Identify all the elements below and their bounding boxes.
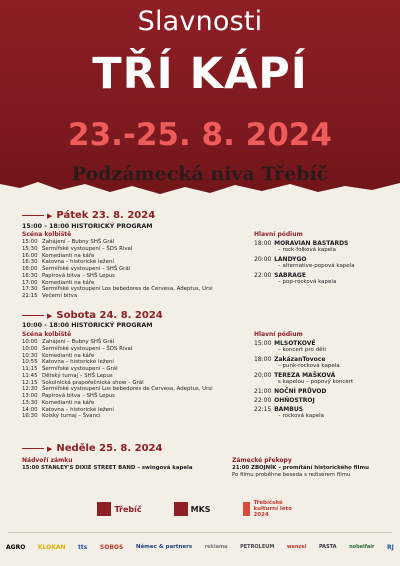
logo-mks: MKS [174, 502, 211, 516]
list-item: 16:30 Katovna – historické ležení [22, 259, 114, 266]
sponsor: KLOKAN [37, 543, 66, 551]
right-title-sunday: Zámecké překopy [232, 457, 292, 464]
band-desc: s kapelou – popový koncert [278, 379, 354, 385]
arrow-icon: ▶ [47, 444, 53, 453]
left-list-friday [22, 239, 213, 300]
left-title-friday: Scéna kolbiště [22, 231, 72, 238]
list-item: 10:00 Zahájení – Bubny SHŠ Grál [22, 339, 115, 345]
sponsor: RJ [387, 543, 394, 551]
header-title: TŘÍ KÁPÍ [92, 49, 308, 99]
sponsor: PETROLEUM [240, 544, 275, 550]
band-row: 22:00 OHŇOSTROJ [254, 397, 315, 404]
day-label-friday: ▶ Pátek 23. 8. 2024 [22, 210, 155, 221]
divider [8, 532, 392, 533]
sponsor: wenzel [286, 544, 307, 550]
list-item: 17:00 Komedianti na káře [22, 279, 95, 286]
sponsor: Němec & partners [135, 544, 193, 550]
list-item: 12:30 Šermířské vystoupení Los bebedores de Cervesa, Adeptus, Ursi [22, 386, 213, 393]
band-desc: – koncert pro děti [278, 347, 327, 353]
band-row: 18:00 ZakázanTovoce [254, 356, 326, 363]
header-dates: 23.-25. 8. 2024 [68, 117, 332, 153]
program-saturday: 10:00 - 18:00 HISTORICKÝ PROGRAM [22, 322, 153, 329]
sponsor: nobelfair [349, 544, 375, 550]
band-row: 21:00 NOČNÍ PRŮVOD [254, 388, 327, 395]
list-item: 15:30 Šermířské vystoupení – ŠDS Rival [22, 245, 133, 252]
logos-bar [0, 494, 400, 524]
left-list-saturday [22, 339, 213, 420]
right-list-friday [254, 240, 355, 288]
sunday-right-line1: 21:00 ZBOJNÍK – promítání historického filmu [232, 465, 369, 471]
list-item: 12:15 Sokolnická prapořečnická show – Grál [22, 379, 144, 386]
right-title-saturday: Hlavní pódium [254, 331, 303, 338]
logo-trebic: Třebíč [97, 502, 141, 516]
header-place: Podzámecká niva Třebíč [71, 163, 329, 185]
list-item: 16:00 Komedianti na káře [22, 252, 95, 259]
band-desc: – rocková kapela [278, 413, 324, 419]
list-item: 14:00 Katovna – historické ležení [22, 406, 114, 413]
left-title-sunday: Nádvoří zámku [22, 457, 73, 464]
band-row: 20:00 TEREZA MAŠKOVÁ [254, 372, 336, 379]
arrow-icon: ▶ [47, 311, 53, 320]
sunday-right-line2: Po filmu proběhne beseda s režisérem filmu [232, 472, 351, 478]
program-friday: 15:00 - 18:00 HISTORICKÝ PROGRAM [22, 223, 153, 230]
band-desc: – pop-rocková kapela [278, 279, 337, 285]
sunday-left-line: 15:00 STANLEY'S DIXIE STREET BAND – swingová kapela [22, 465, 193, 471]
list-item: 16:00 Šermířské vystoupení – SHŠ Grál [22, 266, 131, 272]
day-label-saturday: ▶ Sobota 24. 8. 2024 [22, 310, 163, 321]
sponsor: reklama [204, 544, 228, 550]
sponsor: AGRO [6, 543, 26, 551]
list-item: 11:45 Dětský turnaj – SHŠ Lepus [22, 372, 113, 379]
sponsor: PASTA [318, 544, 337, 550]
right-title-friday: Hlavní pódium [254, 231, 303, 238]
list-item: 16:30 Kolský turnaj – Švanci [22, 413, 101, 420]
band-desc: – alternative-popová kapela [278, 263, 355, 269]
logo-kulturni-leto: Třebíčské kulturní léto 2024 [243, 500, 303, 518]
list-item: 15:00 Zahájení – Bubny SHŠ Grál [22, 239, 115, 245]
band-row: 18:00 MORAVIAN BASTARDS [254, 240, 349, 247]
left-title-saturday: Scéna kolbiště [22, 331, 72, 338]
list-item: 13:00 Papírová bitva – SHŠ Lepus [22, 393, 115, 399]
list-item: 17:30 Šermířské vystoupení Los bebedores de Cervesa, Adeptus, Ursi [22, 286, 213, 293]
list-item: 10:30 Komedianti na káře [22, 352, 95, 359]
list-item: 10:00 Šermířské vystoupení – ŠDS Rival [22, 345, 133, 352]
day-label-sunday: ▶ Neděle 25. 8. 2024 [22, 443, 162, 454]
sponsor: SOBOS [99, 543, 124, 551]
list-item: 10:55 Katovna – historické ležení [22, 359, 114, 366]
list-item: 11:15 Šermířské vystoupení – Grál [22, 366, 118, 372]
band-desc: – punk-rocková kapela [278, 363, 340, 369]
list-item: 13:30 Komedianti na káře [22, 399, 95, 406]
sponsor: tts [78, 543, 88, 551]
band-desc: – rock-folková kapela [278, 247, 336, 253]
band-row: 22:15 BAMBUS [254, 406, 304, 413]
band-row: 15:00 MLSOTKOVÉ [254, 340, 316, 347]
band-row: 22:00 SABRAGE [254, 272, 306, 279]
band-row: 20:00 LANDYGO [254, 256, 307, 263]
list-item: 16:30 Papírová bitva – SHŠ Lepus [22, 272, 115, 279]
list-item: 21:15 Večerní bitva [22, 293, 78, 299]
arrow-icon: ▶ [47, 211, 53, 220]
header-slavnosti: Slavnosti [137, 6, 263, 37]
right-list-saturday [254, 340, 353, 422]
sponsors-bar [0, 537, 400, 557]
